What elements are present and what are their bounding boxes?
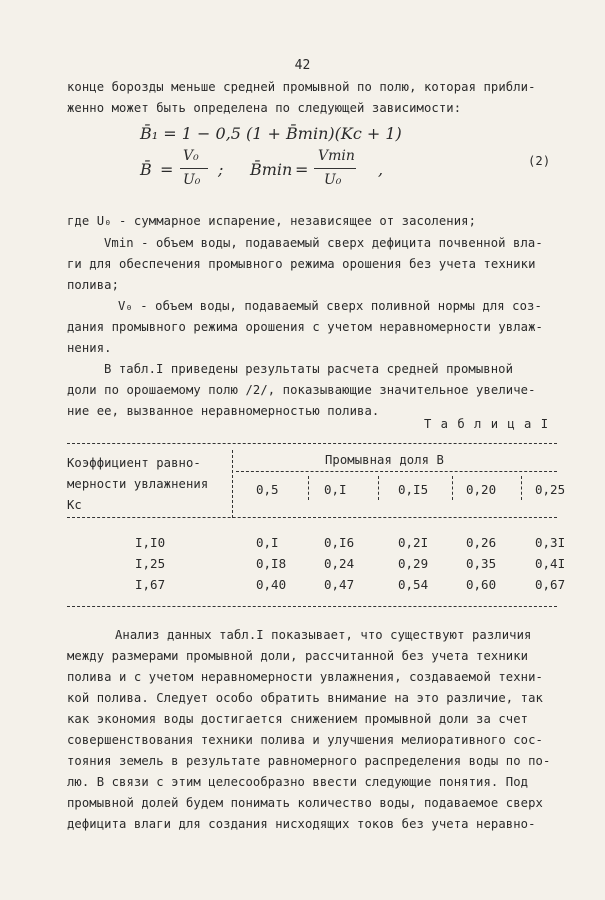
table-row-3-v2: 0,47 [324,577,355,592]
formula-fraction-bar-1 [180,168,208,169]
definition-line-6: дания промывного режима орошения с учетом неравномерности увлаж- [67,320,543,334]
para2-line-2: между размерами промывной доли, рассчитанной без учета техники [67,649,529,663]
para2-line-5: как экономия воды достигается снижением промывной доли за счет [67,712,529,726]
table-header-left-1: Коэффициент равно- [67,456,201,470]
para2-line-8: лю. В связи с этим целесообразно ввести следующие понятия. Под [67,775,529,789]
formula-u0-2: U₀ [324,172,342,188]
formula-comma: , [378,160,384,179]
table-row-3-k: I,67 [135,577,166,592]
table-stub-divider [232,450,233,518]
para1-line-2: доли по орошаемому полю /2/, показывающие значительное увеличе- [67,383,536,397]
table-row-2-v5: 0,4I [535,556,566,571]
table-row-3-v1: 0,40 [256,577,287,592]
table-col-divider-2 [378,476,379,500]
table-row-3-v4: 0,60 [466,577,497,592]
table-row-1-v4: 0,26 [466,535,497,550]
formula-fraction-bar-2 [314,168,356,169]
table-col-header-4: 0,20 [466,482,497,497]
table-bottom-rule [67,606,557,607]
table-header-group: Промывная доля В [325,453,444,467]
table-col-divider-1 [308,476,309,500]
formula-equals-2: = [295,160,309,179]
table-col-header-2: 0,I [324,482,347,497]
table-top-rule [67,443,557,444]
para2-line-1: Анализ данных табл.I показывает, что существуют различия [115,628,532,642]
formula-number: (2) [528,154,551,168]
table-header-left-2: мерности увлажнения [67,477,209,491]
para2-line-3: полива и с учетом неравномерности увлажнения, создаваемой техни- [67,670,543,684]
definition-line-1: где U₀ - суммарное испарение, независящее от засоления; [67,214,477,228]
table-col-divider-3 [452,476,453,500]
definition-line-7: нения. [67,341,112,355]
table-row-1-v1: 0,I [256,535,279,550]
intro-line-1: конце борозды меньше средней промывной по полю, которая прибли- [67,80,536,94]
table-row-1-v2: 0,I6 [324,535,355,550]
para2-line-7: тояния земель в результате равномерного распределения воды по по- [67,754,551,768]
definition-line-5: V₀ - объем воды, подаваемый сверх поливной нормы для соз- [118,299,542,313]
formula-v0: V₀ [183,148,199,164]
definition-line-3: ги для обеспечения промывного режима орошения без учета техники [67,257,536,271]
para2-line-9: промывной долей будем понимать количество воды, подаваемое сверх [67,796,543,810]
para1-line-1: В табл.I приведены результаты расчета средней промывной [104,362,514,376]
formula-vmin: Vmin [318,148,355,164]
table-row-2-v3: 0,29 [398,556,429,571]
table-header-left-3: Kc [67,498,82,512]
table-row-2-v4: 0,35 [466,556,497,571]
table-header-group-rule [236,471,557,472]
formula-line-1: B̄₁ = 1 − 0,5 (1 + B̄min)(Kc + 1) [140,124,402,143]
formula-b-bar: B̄ [140,160,152,179]
table-row-1-k: I,I0 [135,535,166,550]
formula-equals-1: = [160,160,174,179]
definition-line-2: Vmin - объем воды, подаваемый сверх дефицита почвенной вла- [104,236,543,250]
formula-semicolon: ; [218,160,224,179]
formula-bmin: B̄min [250,160,293,179]
table-col-header-3: 0,I5 [398,482,429,497]
page-number: 42 [294,58,311,73]
table-row-2-k: I,25 [135,556,166,571]
table-row-1-v3: 0,2I [398,535,429,550]
table-caption: Т а б л и ц а I [424,417,550,431]
table-row-3-v3: 0,54 [398,577,429,592]
table-row-2-v1: 0,I8 [256,556,287,571]
table-col-divider-4 [521,476,522,500]
table-header-bottom-rule [67,517,557,518]
para1-line-3: ние ее, вызванное неравномерностью полива. [67,404,380,418]
para2-line-10: дефицита влаги для создания нисходящих токов без учета неравно- [67,817,536,831]
intro-line-2: женно может быть определена по следующей зависимости: [67,101,462,115]
table-row-3-v5: 0,67 [535,577,566,592]
table-row-2-v2: 0,24 [324,556,355,571]
table-col-header-1: 0,5 [256,482,279,497]
table-col-header-5: 0,25 [535,482,566,497]
table-row-1-v5: 0,3I [535,535,566,550]
formula-u0: U₀ [183,172,201,188]
definition-line-4: полива; [67,278,120,292]
para2-line-4: кой полива. Следует особо обратить внимание на это различие, так [67,691,543,705]
para2-line-6: совершенствования техники полива и улучшения мелиоративного сос- [67,733,543,747]
